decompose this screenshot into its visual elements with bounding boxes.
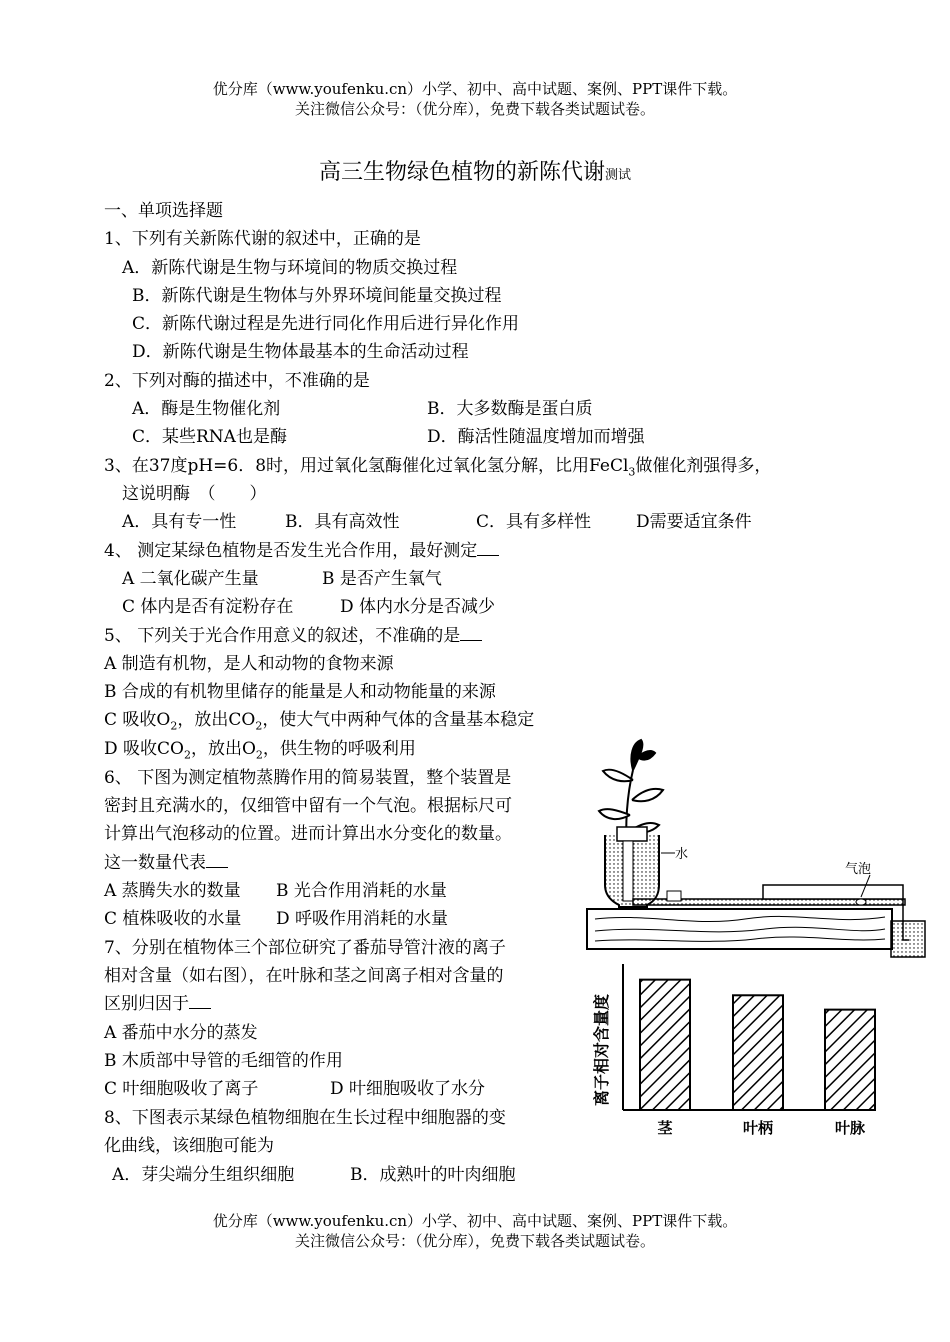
section-heading: 一、单项选择题	[104, 201, 223, 221]
q6-option-a: A 蒸腾失水的数量	[104, 881, 241, 901]
q7-option-b: B 木质部中导管的毛细管的作用	[104, 1051, 343, 1071]
q8-option-a: A．芽尖端分生组织细胞	[112, 1165, 295, 1185]
q2-stem: 2、下列对酶的描述中，不准确的是	[104, 371, 370, 391]
q5-c-sub1: 2	[170, 719, 178, 733]
q4-option-a: A 二氧化碳产生量	[122, 569, 259, 589]
answer-blank	[189, 994, 211, 1009]
q7-stem-line3	[104, 993, 211, 1015]
answer-blank	[460, 626, 482, 641]
q8-stem-line2: 化曲线，该细胞可能为	[104, 1136, 274, 1156]
q5-c-part1: C 吸收O	[104, 710, 171, 730]
q2-option-d: D．酶活性随温度增加而增强	[427, 427, 645, 447]
bar-0	[640, 980, 690, 1110]
q4-stem-text: 4、 测定某绿色植物是否发生光合作用，最好测定	[104, 541, 478, 561]
q5-c-sub2: 2	[255, 719, 263, 733]
q5-option-b: B 合成的有机物里储存的能量是人和动物能量的来源	[104, 682, 496, 702]
q3-stem	[104, 455, 771, 483]
label-bubble: 气泡	[845, 862, 872, 877]
q3-stem-line2: 这说明酶 （ ）	[122, 484, 267, 504]
q1-option-b: B．新陈代谢是生物体与外界环境间能量交换过程	[132, 286, 502, 306]
q7-option-d: D 叶细胞吸收了水分	[330, 1079, 486, 1099]
q5-stem-text: 5、 下列关于光合作用意义的叙述，不准确的是	[104, 626, 461, 646]
q6-stem-line4	[104, 852, 228, 874]
q5-d-part3: ，供生物的呼吸利用	[262, 739, 416, 759]
q5-d-sub2: 2	[255, 748, 263, 762]
q8-option-b: B．成熟叶的叶肉细胞	[350, 1165, 516, 1185]
header-line-1: 优分库（www.youfenku.cn）小学、初中、高中试题、案例、PPT课件下载。	[212, 80, 738, 98]
q2-option-c: C．某些RNA也是酶	[132, 427, 287, 447]
q6-option-d: D 呼吸作用消耗的水量	[276, 909, 449, 929]
q5-d-part1: D 吸收CO	[104, 739, 184, 759]
q1-option-a: A．新陈代谢是生物与环境间的物质交换过程	[122, 258, 458, 278]
q4-option-d: D 体内水分是否减少	[340, 597, 496, 617]
transpiration-apparatus-figure	[585, 735, 930, 960]
answer-blank	[477, 541, 499, 556]
q3-stem-part2: 做催化剂强得多，	[635, 456, 772, 476]
q4-option-b: B 是否产生氧气	[322, 569, 442, 589]
y-axis-label: 离子相对含量度	[592, 993, 611, 1107]
q2-option-b: B．大多数酶是蛋白质	[427, 399, 593, 419]
ruler-scale	[763, 885, 903, 899]
test-tube	[605, 827, 659, 907]
q4-option-c: C 体内是否有淀粉存在	[122, 597, 294, 617]
q1-option-c: C．新陈代谢过程是先进行同化作用后进行异化作用	[132, 314, 520, 334]
q4-stem	[104, 540, 499, 562]
q6-option-b: B 光合作用消耗的水量	[276, 881, 447, 901]
q1-stem: 1、下列有关新陈代谢的叙述中，正确的是	[104, 229, 421, 249]
q1-option-d: D．新陈代谢是生物体最基本的生命活动过程	[132, 342, 469, 362]
q3-option-a: A．具有专一性	[122, 512, 237, 532]
q3-stem-subscript: 3	[628, 465, 636, 479]
q7-option-c: C 叶细胞吸收了离子	[104, 1079, 259, 1099]
q5-c-part2: ，放出CO	[177, 710, 256, 730]
title-suffix: 测试	[605, 168, 632, 183]
q6-stem-line3: 计算出气泡移动的位置。进而计算出水分变化的数量。	[104, 824, 512, 844]
q5-option-c	[104, 709, 534, 737]
header-line-2: 关注微信公众号：（优分库），免费下载各类试题试卷。	[294, 100, 655, 118]
q6-stem-line1: 6、 下图为测定植物蒸腾作用的简易装置，整个装置是	[104, 768, 512, 788]
q3-option-b: B．具有高效性	[285, 512, 400, 532]
q5-d-sub1: 2	[183, 748, 191, 762]
wooden-board	[587, 909, 892, 949]
q3-stem-part1: 3、在37度pH=6．8时，用过氧化氢酶催化过氧化氢分解，比用FeCl	[104, 456, 629, 476]
q5-option-d	[104, 738, 416, 766]
water-beaker	[891, 921, 925, 957]
title-main: 高三生物绿色植物的新陈代谢	[318, 160, 605, 185]
air-bubble	[856, 899, 866, 905]
label-water: 水	[675, 847, 689, 862]
footer-line-2: 关注微信公众号：（优分库），免费下载各类试题试卷。	[294, 1232, 655, 1250]
bar-2	[825, 1010, 875, 1110]
bar-1	[733, 995, 783, 1110]
footer-line-1: 优分库（www.youfenku.cn）小学、初中、高中试题、案例、PPT课件下载。	[212, 1212, 738, 1230]
x-tick-label-1: 叶柄	[742, 1119, 774, 1137]
q7-stem-line1: 7、分别在植物体三个部位研究了番茄导管汁液的离子	[104, 938, 506, 958]
answer-blank	[206, 853, 228, 868]
x-tick-label-0: 茎	[657, 1119, 673, 1137]
ion-content-bar-chart	[585, 960, 890, 1145]
q2-option-a: A．酶是生物催化剂	[132, 399, 281, 419]
q7-stem-line3-text: 区别归因于	[104, 994, 189, 1014]
q5-c-part3: ，使大气中两种气体的含量基本稳定	[262, 710, 535, 730]
q7-stem-line2: 相对含量（如右图），在叶脉和茎之间离子相对含量的	[104, 966, 504, 986]
q3-option-c: C．具有多样性	[476, 512, 592, 532]
x-tick-label-2: 叶脉	[834, 1119, 866, 1137]
q6-option-c: C 植株吸收的水量	[104, 909, 242, 929]
q5-d-part2: ，放出O	[190, 739, 256, 759]
q3-option-d: D需要适宜条件	[636, 512, 752, 532]
q5-option-a: A 制造有机物，是人和动物的食物来源	[104, 654, 394, 674]
q6-stem-line4-text: 这一数量代表	[104, 853, 206, 873]
q6-stem-line2: 密封且充满水的，仅细管中留有一个气泡。根据标尺可	[104, 796, 512, 816]
q5-stem	[104, 625, 482, 647]
q8-stem-line1: 8、下图表示某绿色植物细胞在生长过程中细胞器的变	[104, 1108, 506, 1128]
page-title	[0, 155, 950, 186]
q7-option-a: A 番茄中水分的蒸发	[104, 1023, 258, 1043]
